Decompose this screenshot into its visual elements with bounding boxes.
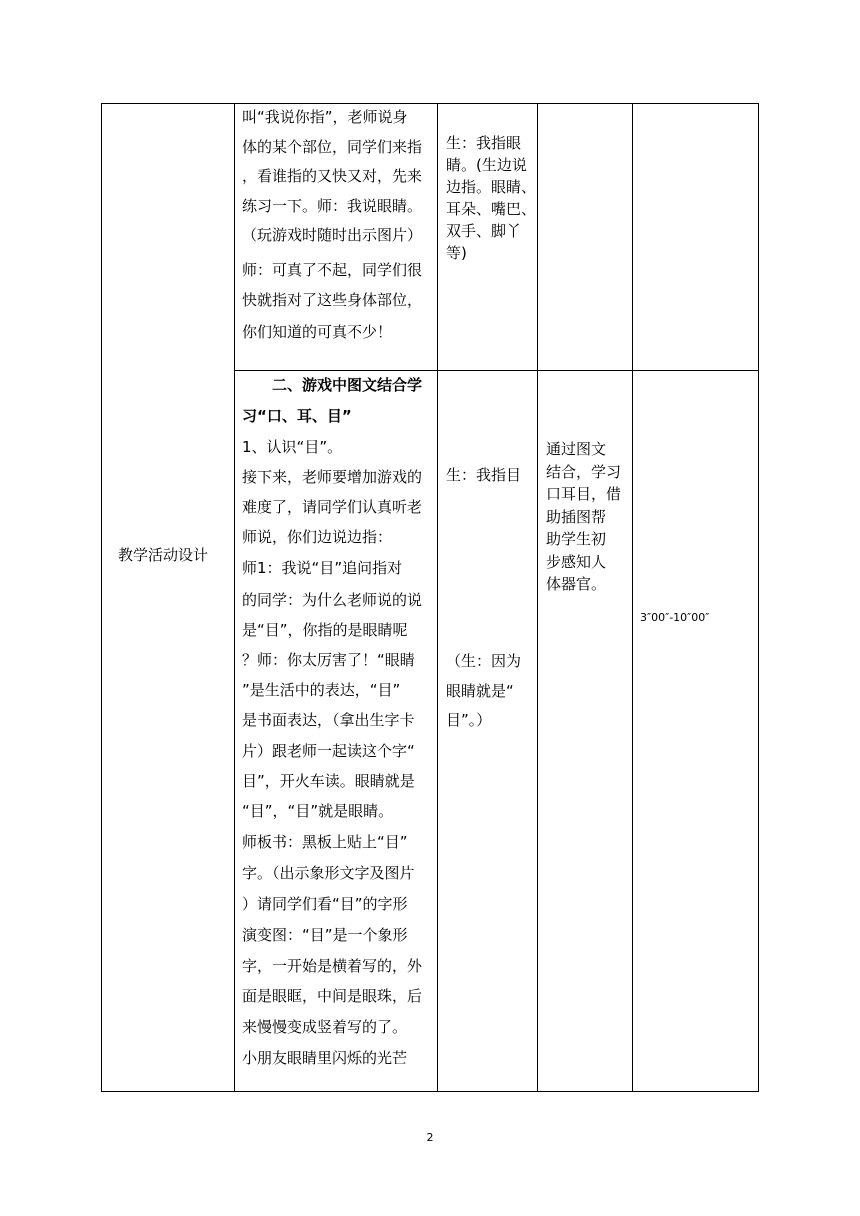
text-line: 助插图帮 [546,507,607,526]
text-line: 睛。(生边说 [446,156,527,174]
text-line: 字，一开始是横着写的，外 [242,957,423,975]
text-line: 是书面表达，（拿出生字卡 [242,711,415,729]
text-line: 生：我指目 [446,466,522,484]
text-line: ？师：你太厉害了！“眼睛 [242,651,415,669]
column-divider-1 [234,103,235,1092]
text-line: 等) [446,244,467,262]
table-bottom-border [101,1091,759,1092]
table-left-border [101,103,102,1092]
page-number: 2 [426,1131,434,1144]
time-allocation: 3″00″-10″00″ [640,611,710,624]
text-line: 面是眼眶，中间是眼珠，后 [242,987,423,1005]
text-line: 师说，你们边说边指： [242,528,393,546]
text-line: 通过图文 [546,440,607,458]
text-line: 小朋友眼睛里闪烁的光芒 [242,1049,408,1067]
text-line: 耳朵、嘴巴、 [446,200,537,218]
text-line: 难度了，请同学们认真听老 [242,498,423,516]
text-line: 片）跟老师一起读这个字“ [242,742,415,760]
text-line: 体器官。 [546,575,607,593]
text-line: 目”，开火车读。眼睛就是 [242,772,415,790]
text-line: 快就指对了这些身体部位， [242,290,423,309]
text-line: 练习一下。师：我说眼睛。 [242,196,423,215]
text-line: 体的某个部位，同学们来指 [242,137,423,156]
text-line: 师1：我说“目”追问指对 [242,559,403,577]
text-line: （玩游戏时随时出示图片） [242,226,423,244]
table-right-border [758,103,759,1092]
text-line: 演变图：“目”是一个象形 [242,926,408,944]
text-line: 字。（出示象形文字及图片 [242,864,415,882]
section-heading: 习“口、耳、目” [242,407,352,425]
text-line: 目”。） [446,711,492,729]
text-line: 双手、脚丫 [446,222,522,240]
text-line: 的同学：为什么老师说的说 [242,591,423,609]
text-line: 师：可真了不起，同学们很 [242,261,423,279]
column-divider-3 [537,103,538,1092]
text-line: 结合，学习 [546,462,622,481]
text-line: ”是生活中的表达，“目” [242,681,401,699]
text-line: 口耳目，借 [546,485,622,503]
text-line: 眼睛就是“ [446,682,514,700]
text-line: 1、认识“目”。 [242,438,343,456]
text-line: 助学生初 [546,530,607,548]
text-line: 你们知道的可真不少！ [242,323,393,341]
text-line: “目”，“目”就是眼睛。 [242,802,394,820]
text-line: 师板书：黑板上贴上“目” [242,833,408,851]
row-label: 教学活动设计 [118,546,209,564]
column-divider-2 [437,103,438,1092]
section-heading: 二、游戏中图文结合学 [272,376,423,394]
text-line: 叫“我说你指”，老师说身 [242,108,408,126]
text-line: 步感知人 [546,552,607,571]
text-line: 生：我指眼 [446,134,522,152]
table-top-border [101,103,759,104]
text-line: 边指。眼睛、 [446,178,537,196]
column-divider-4 [632,103,633,1092]
text-line: 是“目”，你指的是眼睛呢 [242,621,408,639]
text-line: 来慢慢变成竖着写的了。 [242,1018,408,1036]
text-line: 接下来，老师要增加游戏的 [242,468,423,486]
text-line: ）请同学们看“目”的字形 [242,895,408,913]
text-line: （生：因为 [446,652,522,670]
text-line: ，看谁指的又快又对，先来 [242,167,423,185]
